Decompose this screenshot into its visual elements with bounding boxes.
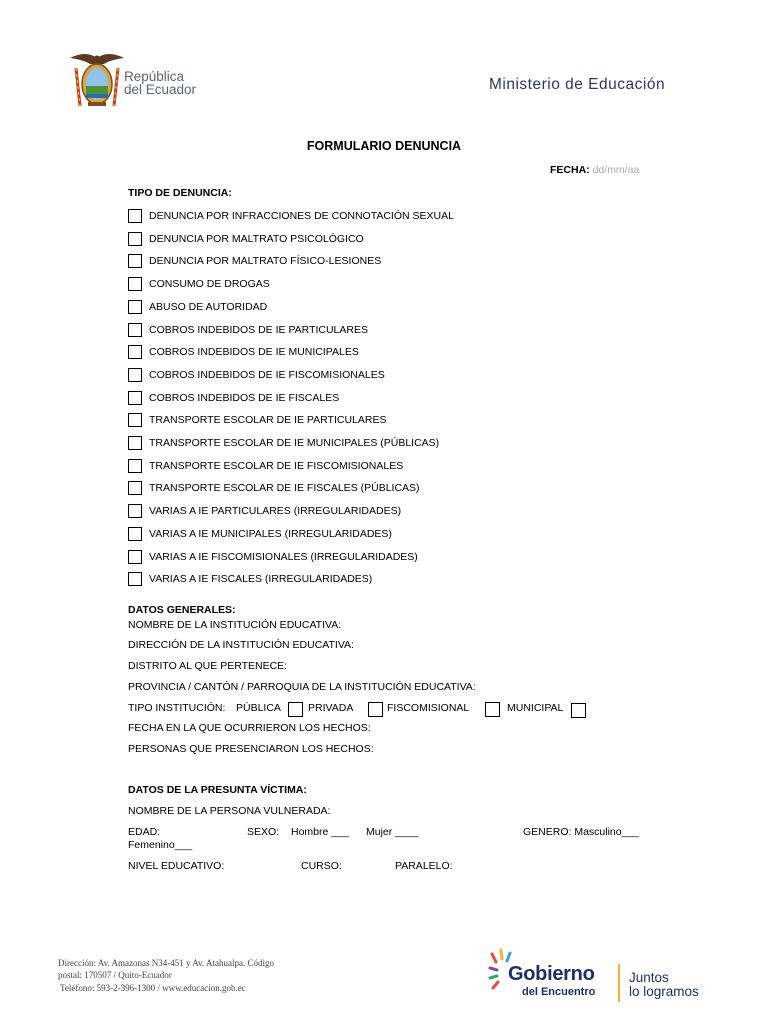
edad-label: EDAD: — [128, 826, 161, 838]
datos-victima-heading: DATOS DE LA PRESUNTA VÍCTIMA: — [128, 784, 307, 796]
tipo-denuncia-label: DENUNCIA POR MALTRATO PSICOLÓGICO — [149, 232, 364, 245]
nivel-educativo-label: NIVEL EDUCATIVO: — [128, 860, 225, 872]
gobierno-line2: del Encuentro — [522, 986, 596, 998]
option-fiscomisional-checkbox[interactable] — [485, 702, 500, 717]
tipo-denuncia-label: TRANSPORTE ESCOLAR DE IE FISCALES (PÚBLICAS) — [149, 482, 420, 495]
direccion-ie-label: DIRECCIÓN DE LA INSTITUCIÓN EDUCATIVA: — [128, 639, 354, 651]
tipo-denuncia-heading: TIPO DE DENUNCIA: — [128, 187, 232, 199]
footer-address-line2: postal: 170507 / Quito-Ecuador — [58, 970, 172, 980]
curso-label: CURSO: — [301, 860, 342, 872]
datos-generales-heading: DATOS GENERALES: — [128, 604, 236, 616]
tipo-denuncia-label: DENUNCIA POR INFRACCIONES DE CONNOTACIÓN SEXUAL — [149, 210, 454, 222]
tipo-denuncia-label: COBROS INDEBIDOS DE IE MUNICIPALES — [149, 346, 359, 359]
provincia-label: PROVINCIA / CANTÓN / PARROQUIA DE LA INSTITUCIÓN EDUCATIVA: — [128, 681, 476, 693]
option-privada-label: PRIVADA — [308, 702, 354, 714]
tipo-denuncia-checkbox[interactable] — [128, 368, 142, 382]
femenino-field[interactable]: Femenino___ — [128, 839, 193, 851]
nombre-vulnerada-label: NOMBRE DE LA PERSONA VULNERADA: — [128, 805, 331, 817]
tipo-denuncia-label: COBROS INDEBIDOS DE IE FISCOMISIONALES — [149, 368, 385, 381]
gobierno-logo — [488, 946, 718, 1002]
sexo-label: SEXO: — [247, 826, 280, 838]
tipo-denuncia-checkbox[interactable] — [128, 572, 142, 586]
tipo-denuncia-checkbox[interactable] — [128, 300, 142, 314]
tipo-denuncia-label: ABUSO DE AUTORIDAD — [149, 300, 268, 313]
tipo-denuncia-label: CONSUMO DE DROGAS — [149, 278, 270, 291]
paralelo-label: PARALELO: — [395, 860, 453, 872]
tipo-denuncia-label: TRANSPORTE ESCOLAR DE IE FISCOMISIONALES — [149, 459, 404, 472]
logo-divider — [618, 964, 620, 1002]
coat-of-arms-icon — [66, 48, 128, 110]
genero-masculino-field[interactable]: GENERO: Masculino___ — [523, 826, 640, 838]
option-municipal-label: MUNICIPAL — [507, 702, 564, 714]
slogan-line2: lo logramos — [629, 984, 699, 999]
hombre-field[interactable]: Hombre ___ — [291, 826, 349, 838]
tipo-denuncia-checkbox[interactable] — [128, 527, 142, 541]
tipo-denuncia-label: VARIAS A IE FISCALES (IRREGULARIDADES) — [149, 573, 373, 586]
tipo-denuncia-checkbox[interactable] — [128, 232, 142, 246]
personas-hechos-label: PERSONAS QUE PRESENCIARON LOS HECHOS: — [128, 743, 374, 755]
option-privada-checkbox[interactable] — [368, 702, 383, 717]
tipo-denuncia-label: TRANSPORTE ESCOLAR DE IE MUNICIPALES (PÚBLICAS) — [149, 437, 440, 449]
header — [0, 0, 768, 120]
footer-address-line1: Dirección: Av. Amazonas N34-451 y Av. Atahualpa. Código — [58, 958, 274, 968]
tipo-denuncia-checkbox[interactable] — [128, 345, 142, 359]
option-fiscomisional-label: FISCOMISIONAL — [387, 702, 470, 714]
tipo-denuncia-checkbox[interactable] — [128, 413, 142, 427]
fecha-row — [550, 164, 639, 176]
tipo-denuncia-checkbox[interactable] — [128, 436, 142, 450]
country-name — [124, 70, 196, 96]
slogan-line1: Juntos — [629, 970, 669, 985]
option-publica-label: PÚBLICA — [236, 702, 281, 714]
tipo-denuncia-checkbox[interactable] — [128, 481, 142, 495]
tipo-denuncia-label: VARIAS A IE FISCOMISIONALES (IRREGULARIDADES) — [149, 550, 418, 563]
tipo-denuncia-label: VARIAS A IE MUNICIPALES (IRREGULARIDADES) — [149, 527, 392, 540]
tipo-denuncia-checkbox[interactable] — [128, 459, 142, 473]
ministry-title: Ministerio de Educación — [489, 76, 666, 93]
fecha-hechos-label: FECHA EN LA QUE OCURRIERON LOS HECHOS: — [128, 722, 371, 734]
tipo-denuncia-checkbox[interactable] — [128, 504, 142, 518]
tipo-denuncia-checkbox[interactable] — [128, 391, 142, 405]
nombre-ie-label: NOMBRE DE LA INSTITUCIÓN EDUCATIVA: — [128, 619, 342, 631]
tipo-denuncia-label: VARIAS A IE PARTICULARES (IRREGULARIDADES) — [149, 505, 402, 518]
tipo-denuncia-label: COBROS INDEBIDOS DE IE FISCALES — [149, 391, 340, 404]
tipo-denuncia-checkbox[interactable] — [128, 254, 142, 268]
option-municipal-checkbox[interactable] — [571, 703, 586, 718]
tipo-denuncia-checkbox[interactable] — [128, 209, 142, 223]
tipo-denuncia-label: COBROS INDEBIDOS DE IE PARTICULARES — [149, 323, 368, 336]
tipo-denuncia-checkbox[interactable] — [128, 550, 142, 564]
tipo-institucion-label: TIPO INSTITUCIÓN: — [128, 702, 226, 714]
gobierno-line1: Gobierno — [508, 963, 595, 985]
distrito-label: DISTRITO AL QUE PERTENECE: — [128, 660, 288, 672]
tipo-denuncia-checkbox[interactable] — [128, 277, 142, 291]
tipo-denuncia-label: TRANSPORTE ESCOLAR DE IE PARTICULARES — [149, 414, 387, 427]
footer-phone-line: Teléfono: 593-2-396-1300 / www.educacion.gob.ec — [60, 983, 246, 993]
mujer-field[interactable]: Mujer ____ — [366, 826, 419, 838]
fecha-label: FECHA: — [550, 164, 590, 176]
tipo-denuncia-checkbox[interactable] — [128, 323, 142, 337]
fecha-field[interactable]: dd/mm/aa — [592, 164, 640, 176]
country-line2: del Ecuador — [124, 82, 197, 97]
tipo-denuncia-label: DENUNCIA POR MALTRATO FÍSICO-LESIONES — [149, 255, 382, 268]
country-line1: República — [124, 69, 185, 84]
form-title: FORMULARIO DENUNCIA — [306, 139, 462, 153]
option-publica-checkbox[interactable] — [288, 702, 303, 717]
